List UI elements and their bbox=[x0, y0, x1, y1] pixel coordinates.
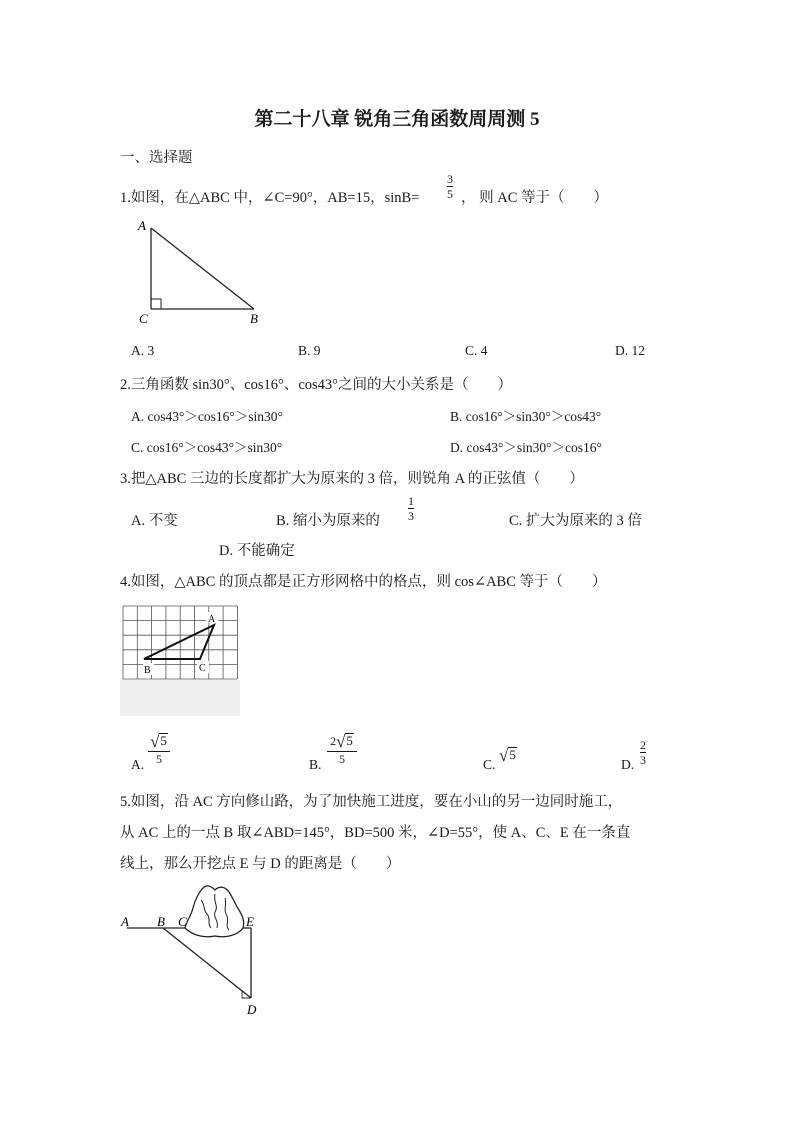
q1-option-d[interactable]: D. 12 bbox=[615, 343, 645, 358]
q5-label-e: E bbox=[246, 914, 254, 929]
section-heading: 一、选择题 bbox=[120, 150, 193, 166]
q3-option-a[interactable]: A. 不变 bbox=[131, 513, 178, 529]
q4-option-b-fraction bbox=[327, 733, 357, 765]
q2-option-d[interactable]: D. cos43°＞sin30°＞cos16° bbox=[450, 440, 602, 455]
q3-fraction-denominator: 3 bbox=[408, 509, 414, 523]
q4-label-c: C bbox=[199, 663, 206, 674]
q4-option-b-letter: B. bbox=[309, 757, 322, 772]
q4-option-b-coef: 2 bbox=[330, 734, 337, 748]
q1-right-angle-mark bbox=[151, 299, 161, 309]
q3-option-d[interactable]: D. 不能确定 bbox=[219, 543, 295, 559]
q4-option-b-den: 5 bbox=[339, 752, 345, 766]
q4-option-d-den: 3 bbox=[640, 753, 646, 767]
sqrt-icon: √ bbox=[150, 732, 160, 751]
q4-option-c-letter: C. bbox=[483, 757, 496, 772]
q4-option-d-fraction bbox=[640, 739, 646, 766]
q1-fraction-denominator: 5 bbox=[447, 187, 453, 201]
q4-option-c-sqrt: √5 bbox=[499, 746, 516, 765]
q1-label-c: C bbox=[139, 311, 148, 326]
q4-option-a-sqrt: √5 bbox=[150, 732, 167, 751]
q5-segment-bd bbox=[163, 928, 251, 998]
q4-option-a-fraction bbox=[148, 733, 170, 765]
q3-option-c[interactable]: C. 扩大为原来的 3 倍 bbox=[509, 513, 642, 529]
q3-fraction-numerator: 1 bbox=[408, 494, 414, 508]
q1-fraction bbox=[447, 173, 453, 200]
q4-figure-shadow bbox=[120, 680, 240, 716]
q1-label-a: A bbox=[138, 218, 146, 233]
sqrt-icon: √ bbox=[336, 732, 346, 751]
q1-stem-start: 1.如图，在△ABC 中，∠C=90°，AB=15，sinB= bbox=[120, 190, 420, 206]
q4-triangle bbox=[144, 625, 214, 659]
q2-stem: 2.三角函数 sin30°、cos16°、cos43°之间的大小关系是（ ） bbox=[120, 377, 512, 393]
q1-stem-end: ， 则 AC 等于（ ） bbox=[461, 190, 609, 206]
q4-option-d-letter: D. bbox=[621, 757, 635, 772]
q1-side-ab bbox=[151, 228, 254, 309]
page-title: 第二十八章 锐角三角函数周周测 5 bbox=[254, 109, 540, 130]
q5-stem-line-1: 5.如图，沿 AC 方向修山路，为了加快施工进度，要在小山的另一边同时施工， bbox=[120, 794, 623, 810]
q4-label-b: B bbox=[144, 665, 151, 676]
q5-label-a: A bbox=[121, 914, 129, 929]
q2-option-a[interactable]: A. cos43°＞cos16°＞sin30° bbox=[131, 409, 283, 424]
q3-option-b-fraction bbox=[408, 495, 414, 522]
q5-stem-line-3: 线上，那么开挖点 E 与 D 的距离是（ ） bbox=[120, 856, 401, 872]
q2-option-c[interactable]: C. cos16°＞cos43°＞sin30° bbox=[131, 440, 283, 455]
q4-option-d-num: 2 bbox=[640, 738, 646, 752]
q4-label-a: A bbox=[208, 614, 216, 625]
q1-fraction-numerator: 3 bbox=[447, 172, 453, 186]
q4-option-a-den: 5 bbox=[156, 752, 162, 766]
q4-grid-figure bbox=[120, 603, 242, 683]
q4-stem: 4.如图，△ABC 的顶点都是正方形网格中的格点，则 cos∠ABC 等于（ ） bbox=[120, 574, 607, 590]
q3-stem: 3.把△ABC 三边的长度都扩大为原来的 3 倍，则锐角 A 的正弦值（ ） bbox=[120, 471, 584, 487]
q5-stem-line-2: 从 AC 上的一点 B 取∠ABD=145°，BD=500 米，∠D=55°，使 A、C、E 在一条直 bbox=[120, 825, 631, 841]
q1-option-b[interactable]: B. 9 bbox=[298, 343, 321, 358]
q3-option-b[interactable]: B. 缩小为原来的 bbox=[276, 513, 380, 529]
q5-mountain-outline bbox=[185, 886, 244, 937]
q5-label-c: C bbox=[178, 914, 187, 929]
q4-option-b-sqrt: √5 bbox=[336, 732, 353, 751]
q1-option-a[interactable]: A. 3 bbox=[131, 343, 155, 358]
q5-label-b: B bbox=[157, 914, 165, 929]
q1-option-c[interactable]: C. 4 bbox=[465, 343, 488, 358]
q2-option-b[interactable]: B. cos16°＞sin30°＞cos43° bbox=[450, 409, 602, 424]
q5-mountain-figure bbox=[115, 880, 275, 1020]
sqrt-icon: √ bbox=[499, 746, 509, 765]
q4-option-a-letter: A. bbox=[131, 757, 145, 772]
q5-label-d: D bbox=[247, 1002, 257, 1017]
q1-label-b: B bbox=[250, 311, 258, 326]
q1-triangle-figure bbox=[130, 215, 270, 330]
